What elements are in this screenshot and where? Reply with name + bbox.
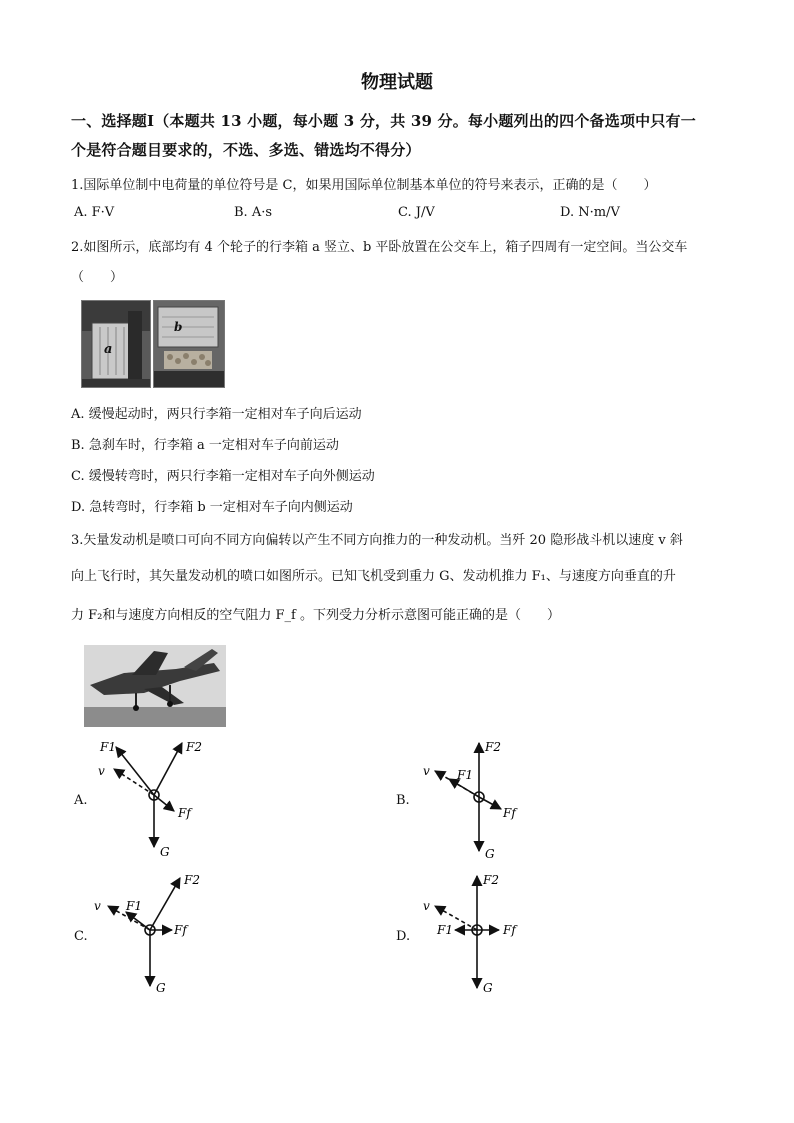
g-label: G	[483, 981, 493, 995]
q3-stem-line1: 3.矢量发动机是喷口可向不同方向偏转以产生不同方向推力的一种发动机。当歼 20 隐形战斗机以速度 v 斜	[71, 533, 683, 548]
f2-label: F2	[184, 873, 200, 887]
ff-arrow	[479, 797, 501, 809]
v-label: v	[98, 764, 105, 778]
f1-label: F1	[457, 768, 473, 782]
ff-label: Ff	[178, 806, 191, 820]
v-label: v	[94, 899, 101, 913]
f2-label: F2	[186, 740, 202, 754]
force-diagram-a	[86, 735, 216, 860]
q2-stem-line1: 2.如图所示，底部均有 4 个轮子的行李箱 a 竖立、b 平卧放置在公交车上，箱子四周有一定空间。当公交车	[71, 240, 688, 255]
force-diagram-b	[415, 735, 540, 860]
luggage-photo-a	[81, 300, 151, 388]
f2-arrow	[154, 743, 182, 795]
q2-stem-line2: （ ）	[71, 270, 124, 285]
fighter-jet-photo	[84, 645, 226, 727]
f1-label: F1	[126, 899, 142, 913]
q3-option-b[interactable]: B.	[396, 793, 410, 808]
f2-label: F2	[483, 873, 499, 887]
g-label: G	[160, 845, 170, 859]
q1-option-d[interactable]: D. N·m/V	[560, 205, 620, 220]
q3-option-d[interactable]: D.	[396, 929, 411, 944]
v-arrow	[114, 769, 154, 795]
f1-label: F1	[437, 923, 453, 937]
f1-label: F1	[100, 740, 116, 754]
q1-option-c[interactable]: C. J/V	[398, 205, 435, 220]
photo-label-a: a	[104, 342, 113, 357]
ff-label: Ff	[503, 923, 516, 937]
ff-label: Ff	[174, 923, 187, 937]
section-heading-line2: 个是符合题目要求的，不选、多选、错选均不得分）	[71, 141, 421, 159]
photo-label-b: b	[174, 320, 183, 334]
luggage-photo-b	[153, 300, 225, 388]
q3-stem-line3: 力 F₂和与速度方向相反的空气阻力 F_f 。下列受力分析示意图可能正确的是（ ）	[71, 608, 560, 623]
ff-arrow	[154, 795, 174, 811]
f2-label: F2	[485, 740, 501, 754]
q3-stem-line2: 向上飞行时，其矢量发动机的喷口如图所示。已知飞机受到重力 G、发动机推力 F₁、与速度方向垂直的升	[71, 569, 676, 584]
page-title: 物理试题	[361, 72, 433, 93]
q3-option-a[interactable]: A.	[74, 793, 88, 808]
q2-option-a[interactable]: A. 缓慢起动时，两只行李箱一定相对车子向后运动	[71, 407, 362, 422]
f1-arrow	[116, 747, 154, 795]
q2-option-d[interactable]: D. 急转弯时，行李箱 b 一定相对车子向内侧运动	[71, 500, 353, 515]
force-diagram-c	[86, 870, 216, 995]
q1-stem: 1.国际单位制中电荷量的单位符号是 C，如果用国际单位制基本单位的符号来表示，正确的是（ ）	[71, 178, 657, 193]
q2-option-c[interactable]: C. 缓慢转弯时，两只行李箱一定相对车子向外侧运动	[71, 469, 375, 484]
force-diagram-d	[415, 870, 540, 995]
q3-option-c[interactable]: C.	[74, 929, 88, 944]
g-label: G	[485, 847, 495, 860]
g-label: G	[156, 981, 166, 995]
q1-option-a[interactable]: A. F·V	[74, 205, 115, 220]
v-label: v	[423, 899, 430, 913]
v-label: v	[423, 764, 430, 778]
ff-label: Ff	[503, 806, 516, 820]
q2-option-b[interactable]: B. 急刹车时，行李箱 a 一定相对车子向前运动	[71, 438, 339, 453]
q1-option-b[interactable]: B. A·s	[234, 205, 273, 220]
section-heading-line1: 一、选择题Ⅰ（本题共 13 小题，每小题 3 分，共 39 分。每小题列出的四个备选项中只有一	[71, 112, 696, 130]
